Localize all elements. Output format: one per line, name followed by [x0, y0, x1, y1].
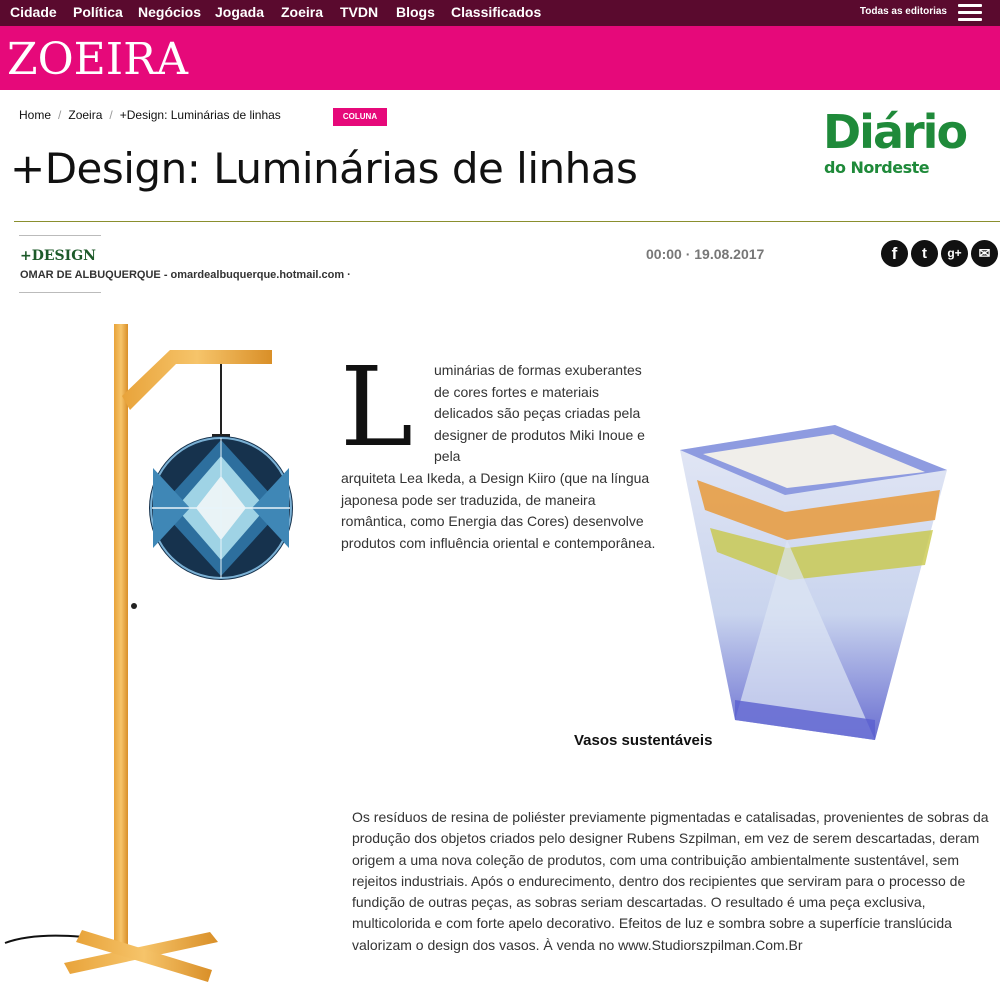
intro-paragraph-part-2: arquiteta Lea Ikeda, a Design Kiiro (que na língua japonesa pode ser traduzida, de maneira romântica, como Energia das Cores) desenvolve produtos com influência oriental e contemporânea.: [341, 470, 656, 551]
nav-item-negocios[interactable]: Negócios: [138, 4, 202, 20]
divider: [14, 221, 1000, 222]
nav-item-tvdn[interactable]: TVDN: [340, 4, 379, 20]
logo-line-2: do Nordeste: [824, 158, 930, 177]
facebook-icon[interactable]: f: [881, 240, 908, 267]
column-name[interactable]: +DESIGN: [20, 248, 96, 264]
section-title[interactable]: ZOEIRA: [7, 34, 189, 85]
logo-line-1: Diário: [823, 105, 967, 159]
vase-image: [675, 420, 950, 750]
nav-item-zoeira[interactable]: Zoeira: [281, 4, 324, 20]
menu-icon[interactable]: [958, 3, 982, 23]
breadcrumb-home[interactable]: Home: [19, 108, 52, 122]
breadcrumb-separator: /: [109, 108, 113, 122]
top-navigation: [0, 0, 1000, 26]
twitter-icon[interactable]: t: [911, 240, 938, 267]
nav-item-politica[interactable]: Política: [73, 4, 123, 20]
column-badge: COLUNA: [333, 108, 387, 126]
email-icon[interactable]: ✉: [971, 240, 998, 267]
breadcrumb-separator: /: [58, 108, 62, 122]
body-paragraph: Os resíduos de resina de poliéster previamente pigmentadas e catalisadas, provenientes de sobras da produção dos objetos criados pelo designer Rubens Szpilman, em vez de serem descartadas, deram origem a uma nova coleção de produtos, com uma contribuição ambientalmente sustentável, sem rejeitos industriais. Após o endurecimento, dentro dos recipientes que serviram para o processo de fundição de outras peças, as sobras seriam descartadas. O resultado é uma peça exclusiva, multicolorida e com forte apelo decorativo. Efeitos de luz e sombra sobre a superfície translúcida valorizam o design dos vasos. À venda no www.Studiorszpilman.Com.Br: [352, 809, 989, 953]
publish-timestamp: 00:00 · 19.08.2017: [646, 246, 765, 262]
breadcrumb: [19, 108, 281, 122]
divider: [19, 292, 101, 293]
lamp-image: [0, 318, 300, 988]
drop-cap: L: [340, 343, 414, 471]
vase-caption: Vasos sustentáveis: [574, 732, 713, 749]
intro-paragraph-part-1: uminárias de formas exuberantes de cores fortes e materiais delicados são peças criadas pela designer de produtos Miki Inoue e pela: [434, 362, 645, 464]
section-banner: [0, 26, 1000, 90]
breadcrumb-zoeira[interactable]: Zoeira: [68, 108, 103, 122]
nav-item-cidade[interactable]: Cidade: [10, 4, 57, 20]
nav-item-classificados[interactable]: Classificados: [451, 4, 542, 20]
nav-item-jogada[interactable]: Jogada: [215, 4, 265, 20]
author-byline: OMAR DE ALBUQUERQUE - omardealbuquerque.hotmail.com ·: [20, 269, 351, 281]
google-plus-icon[interactable]: g+: [941, 240, 968, 267]
breadcrumb-current[interactable]: +Design: Luminárias de linhas: [119, 108, 281, 122]
page-title: +Design: Luminárias de linhas: [10, 144, 638, 193]
all-sections-link[interactable]: Todas as editorias: [859, 6, 947, 17]
diario-do-nordeste-logo[interactable]: [823, 106, 998, 182]
divider: [19, 235, 101, 236]
nav-item-blogs[interactable]: Blogs: [396, 4, 435, 20]
